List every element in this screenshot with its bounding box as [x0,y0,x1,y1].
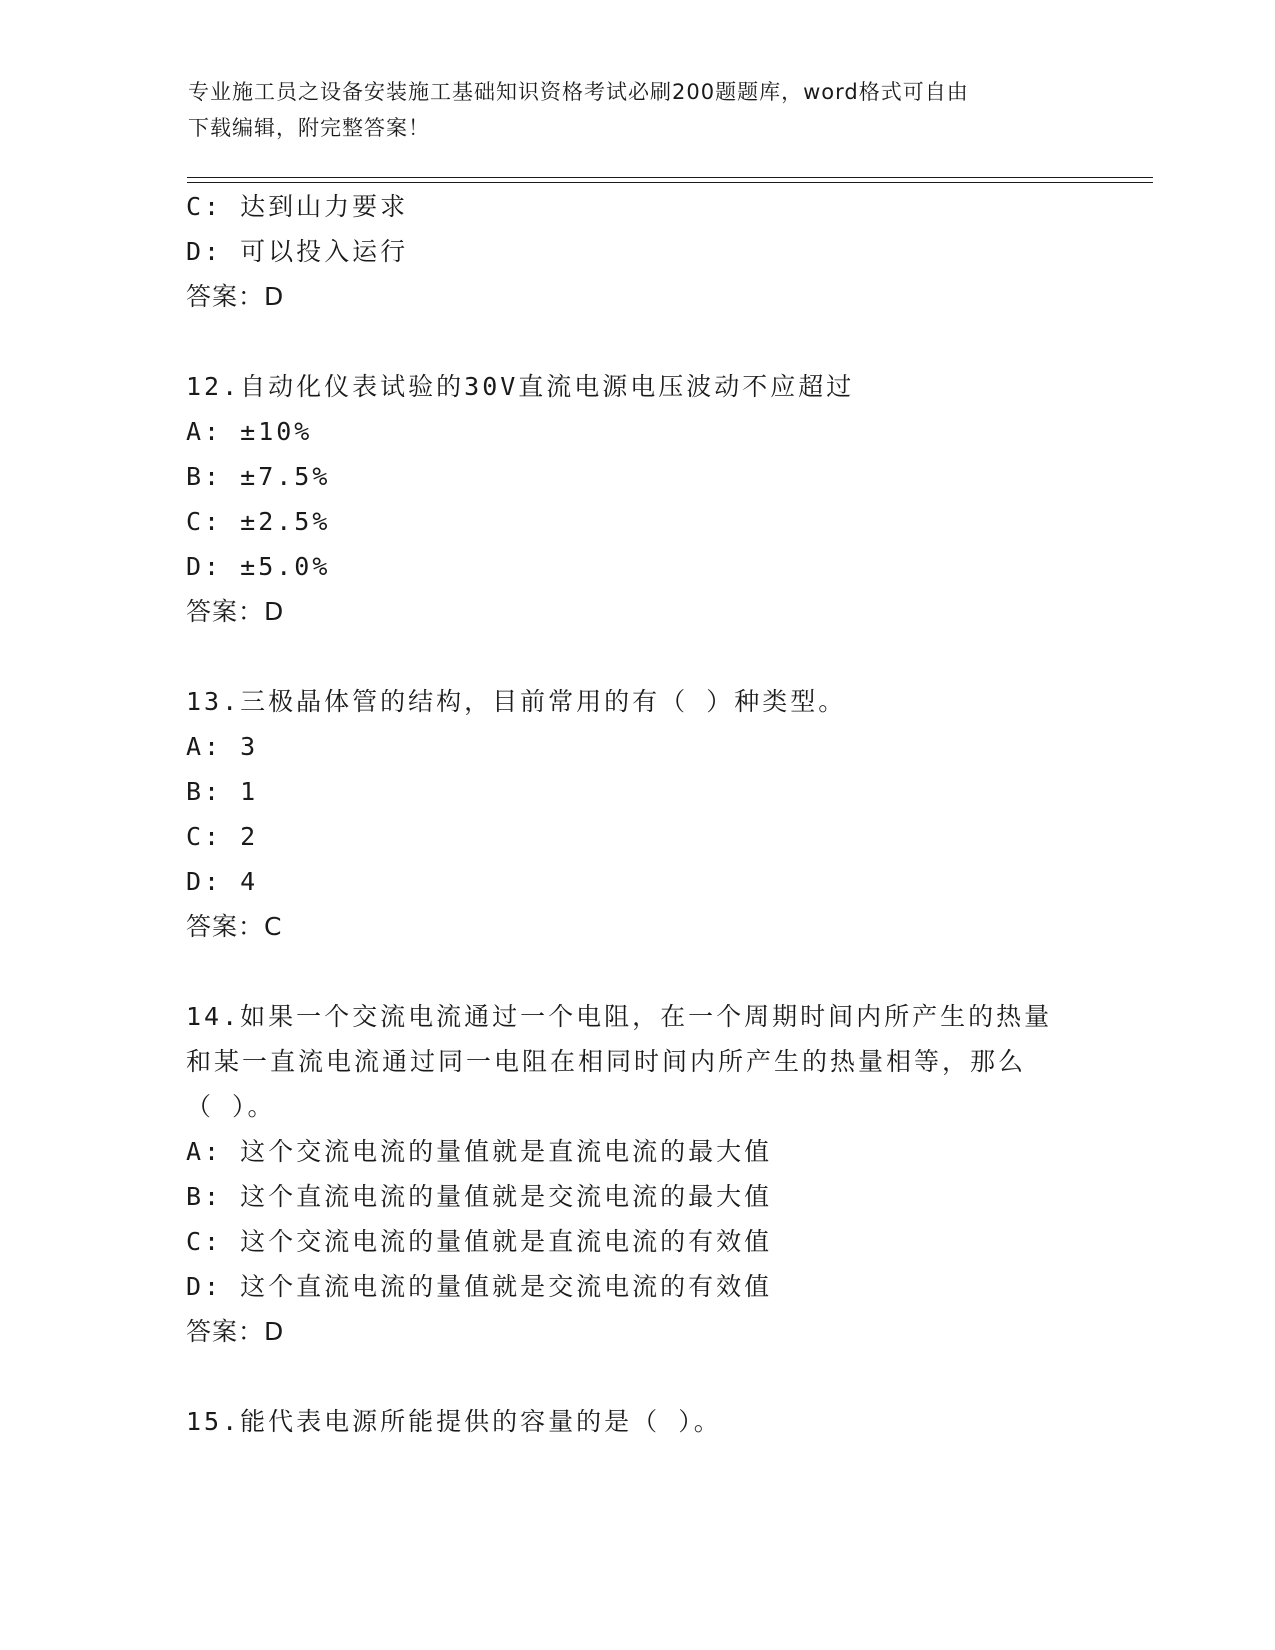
header-line-2: 下载编辑，附完整答案！ [188,116,430,140]
q12-option-d: D: ±5.0% [186,552,331,581]
q14-option-c: C: 这个交流电流的量值就是直流电流的有效值 [186,1227,773,1256]
q15-stem: 15.能代表电源所能提供的容量的是（ ）。 [186,1407,722,1436]
header-divider-top [187,177,1153,178]
q12-option-b: B: ±7.5% [186,462,331,491]
q11-option-d: D: 可以投入运行 [186,237,409,266]
q12-answer: 答案：D [186,597,285,626]
q14-option-d: D: 这个直流电流的量值就是交流电流的有效值 [186,1272,773,1301]
header-divider-bottom [187,182,1153,183]
q14-option-a: A: 这个交流电流的量值就是直流电流的最大值 [186,1137,773,1166]
q13-option-a: A: 3 [186,732,259,761]
q14-stem-line-2: 和某一直流电流通过同一电阻在相同时间内所产生的热量相等，那么 [186,1047,1027,1076]
q11-answer: 答案：D [186,282,285,311]
header-line-1: 专业施工员之设备安装施工基础知识资格考试必刷200题题库，word格式可自由 [188,80,969,104]
q13-answer: 答案：C [186,912,283,941]
q14-answer: 答案：D [186,1317,285,1346]
q12-option-c: C: ±2.5% [186,507,331,536]
document-header [188,74,1088,146]
q13-option-d: D: 4 [186,867,259,896]
q11-option-c: C: 达到山力要求 [186,192,409,221]
q14-option-b: B: 这个直流电流的量值就是交流电流的最大值 [186,1182,773,1211]
q14-stem-line-1: 14.如果一个交流电流通过一个电阻，在一个周期时间内所产生的热量 [186,1002,1053,1031]
q12-option-a: A: ±10% [186,417,313,446]
q13-option-b: B: 1 [186,777,259,806]
q13-stem: 13.三极晶体管的结构，目前常用的有（ ）种类型。 [186,687,847,716]
q13-option-c: C: 2 [186,822,259,851]
q14-stem-line-3: （ ）。 [186,1092,276,1121]
q12-stem: 12.自动化仪表试验的30V直流电源电压波动不应超过 [186,372,855,401]
